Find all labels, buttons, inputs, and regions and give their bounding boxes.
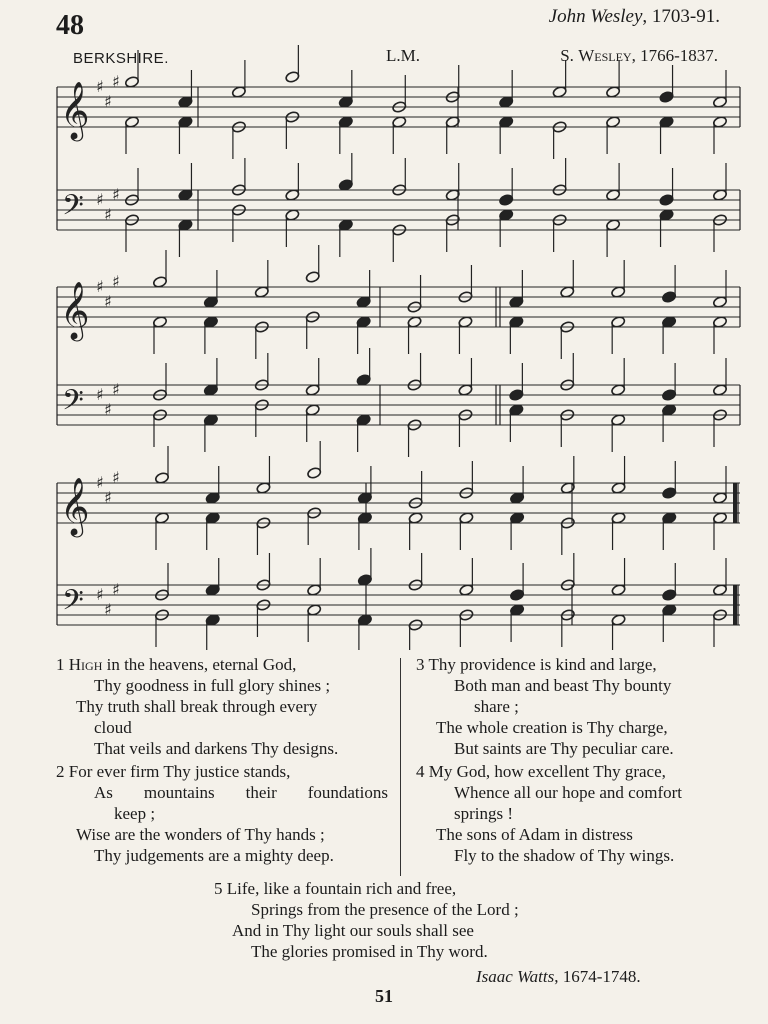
note-head [305,384,320,397]
bass-clef-icon: 𝄢 [62,384,84,424]
sharp-sign-icon: ♯ [96,585,104,604]
note-head [338,179,353,192]
note-head [499,96,514,109]
composer-years: , 1766-1837. [631,46,718,65]
note-head [712,189,727,202]
sharp-sign-icon: ♯ [112,380,120,399]
verse-3 [416,654,746,759]
note-head [560,482,575,495]
verses-right-column [416,654,746,868]
verse-number: 1 [56,655,65,674]
note-head [458,384,473,397]
note-head [203,384,218,397]
verse-line: As mountains their foundations [94,783,388,802]
verse-line-continuation: springs ! [454,804,514,823]
note-head [408,512,423,525]
note-head [606,219,621,232]
verse-number: 5 [214,879,223,898]
note-head [552,86,567,99]
verse-line: The glories promised in Thy word. [251,942,488,961]
note-head [356,414,371,427]
note-head [305,271,320,284]
note-head [712,296,727,309]
attribution-years: , 1674-1748. [554,967,641,986]
note-head [662,512,677,525]
note-head [611,316,626,329]
note-head [499,194,514,207]
sharp-sign-icon: ♯ [104,92,112,111]
note-head [357,574,372,587]
note-head [154,512,169,525]
verse-4 [416,761,746,866]
note-head [178,96,193,109]
note-head [356,316,371,329]
note-head [662,291,677,304]
verse-line: 3 Thy providence is kind and large, [416,655,657,674]
note-head [662,404,677,417]
note-head [606,189,621,202]
verse-line: Fly to the shadow of Thy wings. [454,846,675,865]
sharp-sign-icon: ♯ [112,185,120,204]
verse-line: Springs from the presence of the Lord ; [251,900,519,919]
verse-line-continuation: share ; [474,697,519,716]
note-head [712,96,727,109]
note-head [285,71,300,84]
note-head [611,384,626,397]
note-head [509,389,524,402]
note-head [458,316,473,329]
note-head [499,116,514,129]
note-head [357,492,372,505]
note-head [712,316,727,329]
note-head [152,316,167,329]
note-head [662,604,677,617]
note-head [712,584,727,597]
composer-initial: S. [560,46,574,65]
note-head [510,589,525,602]
text-author-years: , 1703-91. [642,6,720,27]
verse-line: And in Thy light our souls shall see [232,921,474,940]
verse-first-word: High [68,655,103,674]
treble-clef-icon: 𝄞 [60,281,90,339]
verse-line: Wise are the wonders of Thy hands ; [76,825,325,844]
verse-number: 2 [56,762,65,781]
sharp-sign-icon: ♯ [96,77,104,96]
verse-line: Thy goodness in full glory shines ; [94,676,331,695]
bass-clef-icon: 𝄢 [62,189,84,229]
verse-line: 4 My God, how excellent Thy grace, [416,762,666,781]
verse-line: But saints are Thy peculiar care. [454,739,674,758]
note-head [509,404,524,417]
sharp-sign-icon: ♯ [112,468,120,487]
note-head [154,472,169,485]
attribution-name: Isaac Watts [476,967,555,986]
verse-5 [56,878,746,962]
verses-left-column [56,654,388,868]
sharp-sign-icon: ♯ [104,205,112,224]
note-head [285,209,300,222]
hymn-number: 48 [56,10,84,41]
tune-name: BERKSHIRE. [73,50,169,67]
sharp-sign-icon: ♯ [104,600,112,619]
note-head [712,492,727,505]
note-head [338,219,353,232]
note-head [307,467,322,480]
note-head [231,86,246,99]
verse-line: Thy judgements are a mighty deep. [94,846,334,865]
note-head [510,512,525,525]
sharp-sign-icon: ♯ [104,400,112,419]
verse-1 [56,654,388,759]
note-head [606,116,621,129]
note-head [611,286,626,299]
note-head [499,209,514,222]
verse-2 [56,761,388,866]
note-head [509,316,524,329]
note-head [712,384,727,397]
verse-line: Both man and beast Thy bounty [454,676,672,695]
sharp-sign-icon: ♯ [112,72,120,91]
note-head [510,604,525,617]
note-head [662,316,677,329]
note-head [256,482,271,495]
note-head [659,116,674,129]
meter: L.M. [386,46,420,65]
note-head [357,614,372,627]
note-head [338,96,353,109]
note-head [659,91,674,104]
note-head [205,512,220,525]
note-head [205,492,220,505]
sharp-sign-icon: ♯ [96,190,104,209]
note-head [662,589,677,602]
note-head [254,286,269,299]
note-head [712,116,727,129]
note-head [510,492,525,505]
final-barline [733,585,737,625]
sharp-sign-icon: ♯ [104,488,112,507]
note-head [407,316,422,329]
note-head [205,584,220,597]
note-head [124,116,139,129]
page-number: 51 [375,986,393,1006]
sharp-sign-icon: ♯ [96,277,104,296]
verse-line: That veils and darkens Thy designs. [94,739,339,758]
note-head [285,189,300,202]
note-head [205,614,220,627]
note-head [392,116,407,129]
verse-line: The sons of Adam in distress [436,825,633,844]
bass-clef-icon: 𝄢 [62,584,84,624]
note-head [611,512,626,525]
note-head [178,219,193,232]
text-author-attribution [476,966,641,987]
note-head [611,414,626,427]
sharp-sign-icon: ♯ [96,473,104,492]
note-head [124,76,139,89]
note-head [611,584,626,597]
verse-line: 2 For ever firm Thy justice stands, [56,762,291,781]
note-head [606,86,621,99]
note-head [662,487,677,500]
sharp-sign-icon: ♯ [104,292,112,311]
verse-line: Thy truth shall break through every [76,697,318,716]
note-head [203,296,218,309]
note-head [307,604,322,617]
note-head [203,316,218,329]
note-head [659,209,674,222]
verse-number: 4 [416,762,425,781]
note-head [152,276,167,289]
verse-line: 5 Life, like a fountain rich and free, [214,879,457,898]
note-head [662,389,677,402]
note-head [178,116,193,129]
verse-line: 1 High in the heavens, eternal God, [56,655,297,674]
note-head [203,414,218,427]
note-head [611,614,626,627]
column-divider [400,658,401,876]
verse-number: 3 [416,655,425,674]
note-head [356,296,371,309]
treble-clef-icon: 𝄞 [60,81,90,139]
note-head [459,584,474,597]
note-head [356,374,371,387]
verse-line-continuation: keep ; [114,804,156,823]
sharp-sign-icon: ♯ [112,272,120,291]
note-head [712,512,727,525]
sharp-sign-icon: ♯ [112,580,120,599]
note-head [560,286,575,299]
sharp-sign-icon: ♯ [96,385,104,404]
final-barline [733,483,737,523]
note-head [307,584,322,597]
verse-line-continuation: cloud [94,718,132,737]
note-head [459,512,474,525]
note-head [178,189,193,202]
note-head [611,482,626,495]
note-head [305,404,320,417]
composer-surname: Wesley [578,46,632,65]
verse-line: The whole creation is Thy charge, [436,718,668,737]
note-head [659,194,674,207]
verse-line: Whence all our hope and comfort [454,783,682,802]
note-head [509,296,524,309]
note-head [357,512,372,525]
treble-clef-icon: 𝄞 [60,477,90,535]
text-author-name: John Wesley [548,6,643,27]
note-head [338,116,353,129]
